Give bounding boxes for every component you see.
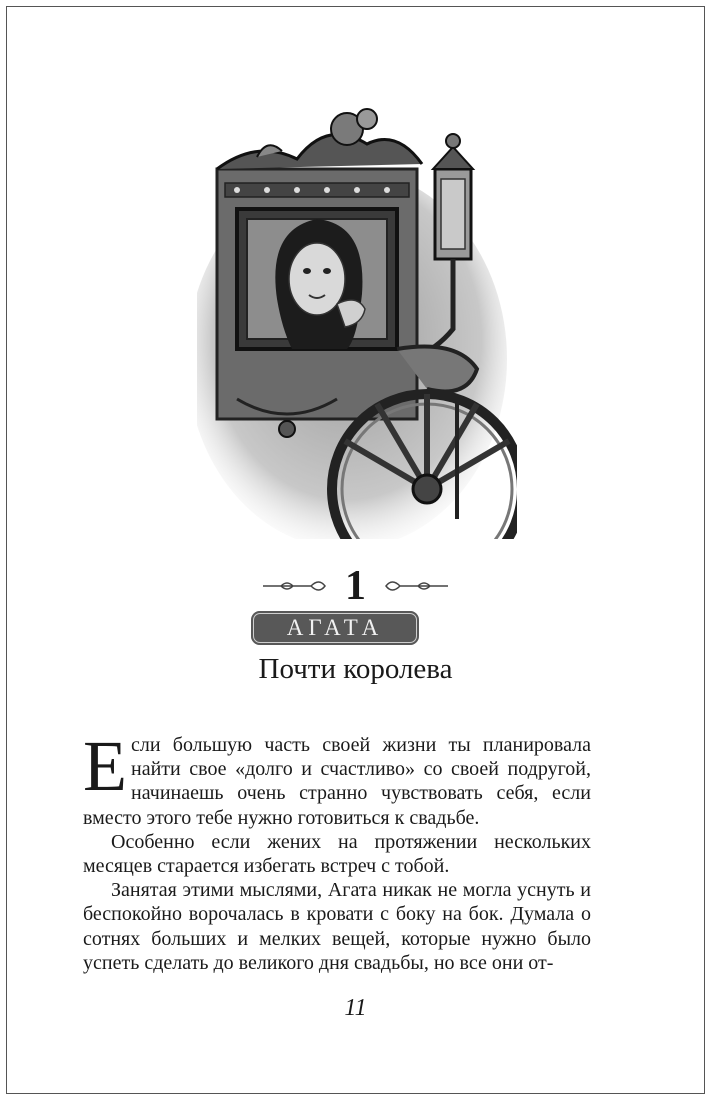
chapter-number-row — [7, 563, 704, 609]
chapter-label-badge — [251, 611, 419, 645]
carriage-illustration — [197, 99, 517, 539]
left-flourish-icon — [261, 576, 331, 596]
body-text — [83, 726, 591, 975]
chapter-number: 1 — [345, 563, 366, 609]
paragraph-1 — [83, 726, 591, 830]
paragraph-2: Особенно если жених на протяжении нескольких месяцев старается избегать встреч с тобой. — [83, 830, 591, 878]
drop-cap: Е — [83, 726, 127, 806]
right-flourish-icon — [380, 576, 450, 596]
paragraph-3: Занятая этими мыслями, Агата никак не могла уснуть и беспокойно ворочалась в кровати с боку на бок. Думала о сотнях больших и мелких вещей, которые нужно было успеть сделать до великого дня свадьбы, но все они от- — [83, 879, 591, 974]
paragraph-1-text: сли большую часть своей жизни ты планировала найти свое «долго и счастливо» со своей подругой, начинаешь очень странно чувствовать себя, если вместо этого тебе нужно готовиться к свадьбе. — [83, 734, 591, 829]
book-page — [6, 6, 705, 1094]
page-number: 11 — [344, 995, 367, 1021]
chapter-label: АГАТА — [286, 615, 384, 640]
chapter-title: Почти королева — [258, 653, 453, 685]
